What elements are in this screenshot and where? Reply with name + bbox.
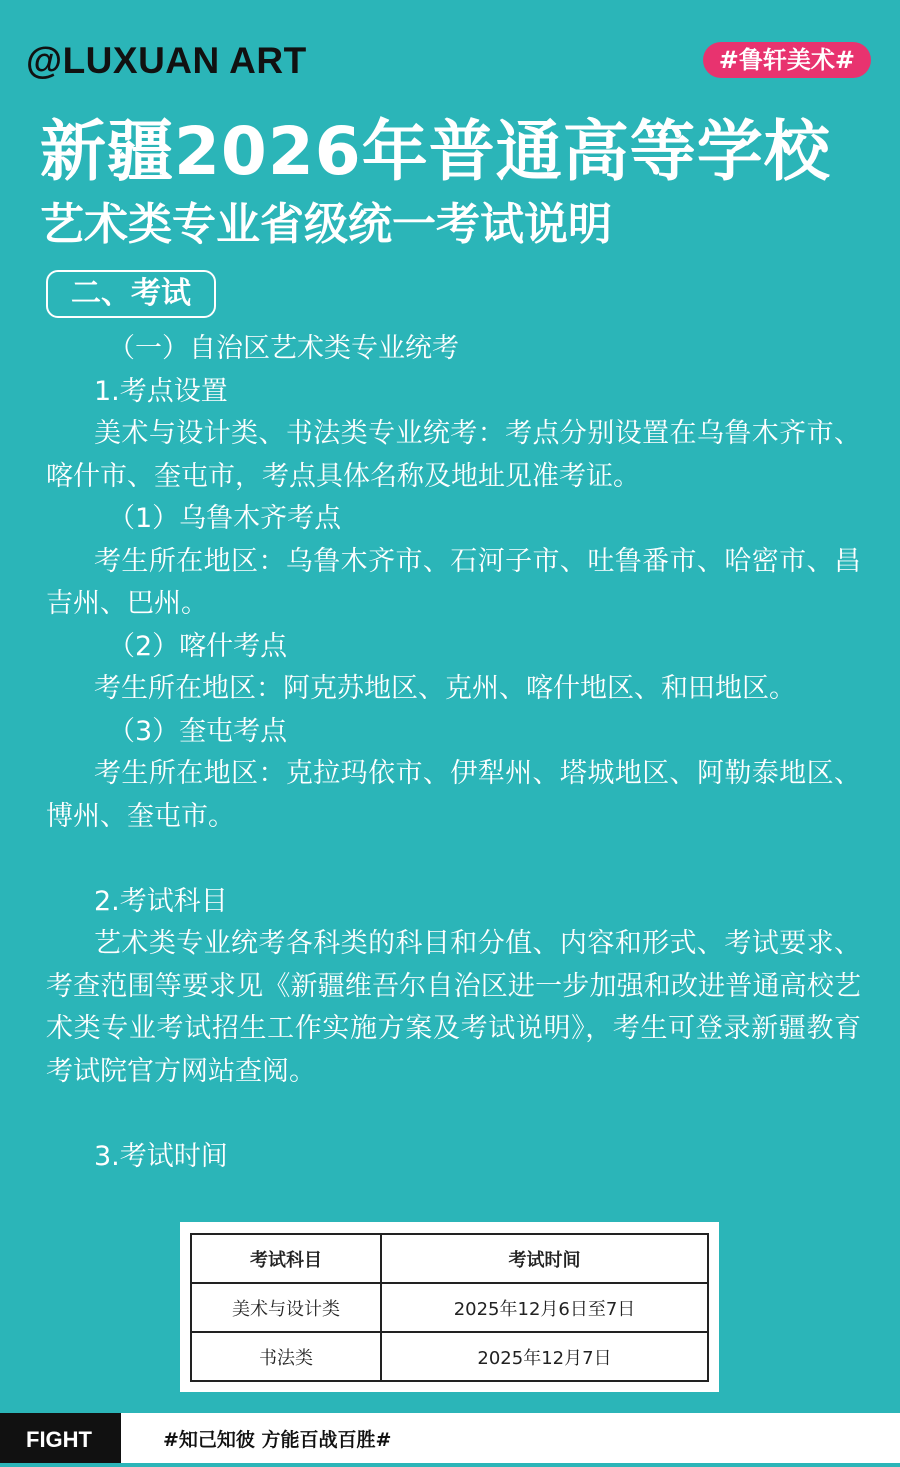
paragraph: 考生所在地区：阿克苏地区、克州、喀什地区、和田地区。 — [94, 673, 796, 704]
brand-label: @LUXUAN ART — [26, 40, 307, 81]
item-title: 2.考试科目 — [94, 885, 228, 917]
table-cell: 美术与设计类 — [191, 1283, 381, 1332]
page-subtitle: 艺术类专业省级统一考试说明 — [40, 199, 612, 250]
table-row — [191, 1283, 708, 1332]
site-title: （1）乌鲁木齐考点 — [108, 503, 342, 534]
footer-slogan: #知己知彼 方能百战百胜# — [163, 1429, 392, 1451]
item-title: 1.考点设置 — [94, 375, 228, 407]
spacer — [46, 838, 861, 881]
column-header-time: 考试时间 — [381, 1234, 708, 1283]
table-cell: 2025年12月7日 — [381, 1332, 708, 1381]
schedule-table-card — [180, 1222, 719, 1392]
paragraph: 美术与设计类、书法类专业统考：考点分别设置在乌鲁木齐市、喀什市、奎屯市，考点具体名称及地址见准考证。 — [46, 418, 861, 492]
sub-heading: （一）自治区艺术类专业统考 — [108, 333, 459, 364]
paragraph: 考生所在地区：克拉玛依市、伊犁州、塔城地区、阿勒泰地区、博州、奎屯市。 — [46, 758, 861, 832]
table-cell: 书法类 — [191, 1332, 381, 1381]
article-body — [46, 328, 861, 1178]
page-title: 新疆2026年普通高等学校 — [40, 113, 831, 190]
section-heading: 二、考试 — [46, 270, 216, 318]
table-cell: 2025年12月6日至7日 — [381, 1283, 708, 1332]
hashtag-badge: #鲁轩美术# — [703, 42, 871, 78]
table-header-row — [191, 1234, 708, 1283]
paragraph: 考生所在地区：乌鲁木齐市、石河子市、吐鲁番市、哈密市、昌吉州、巴州。 — [46, 545, 861, 619]
footer-bar — [0, 1413, 900, 1463]
spacer — [46, 1093, 861, 1136]
site-title: （2）喀什考点 — [108, 630, 288, 662]
schedule-table — [190, 1233, 709, 1382]
footer-label: FIGHT — [0, 1413, 121, 1463]
column-header-subject: 考试科目 — [191, 1234, 381, 1283]
table-row — [191, 1332, 708, 1381]
site-title: （3）奎屯考点 — [108, 715, 288, 747]
paragraph: 艺术类专业统考各科类的科目和分值、内容和形式、考试要求、考查范围等要求见《新疆维吾尔自治区进一步加强和改进普通高校艺术类专业考试招生工作实施方案及考试说明》，考生可登录新疆教育考试院官方网站查阅。 — [46, 928, 861, 1087]
item-title: 3.考试时间 — [94, 1140, 228, 1172]
